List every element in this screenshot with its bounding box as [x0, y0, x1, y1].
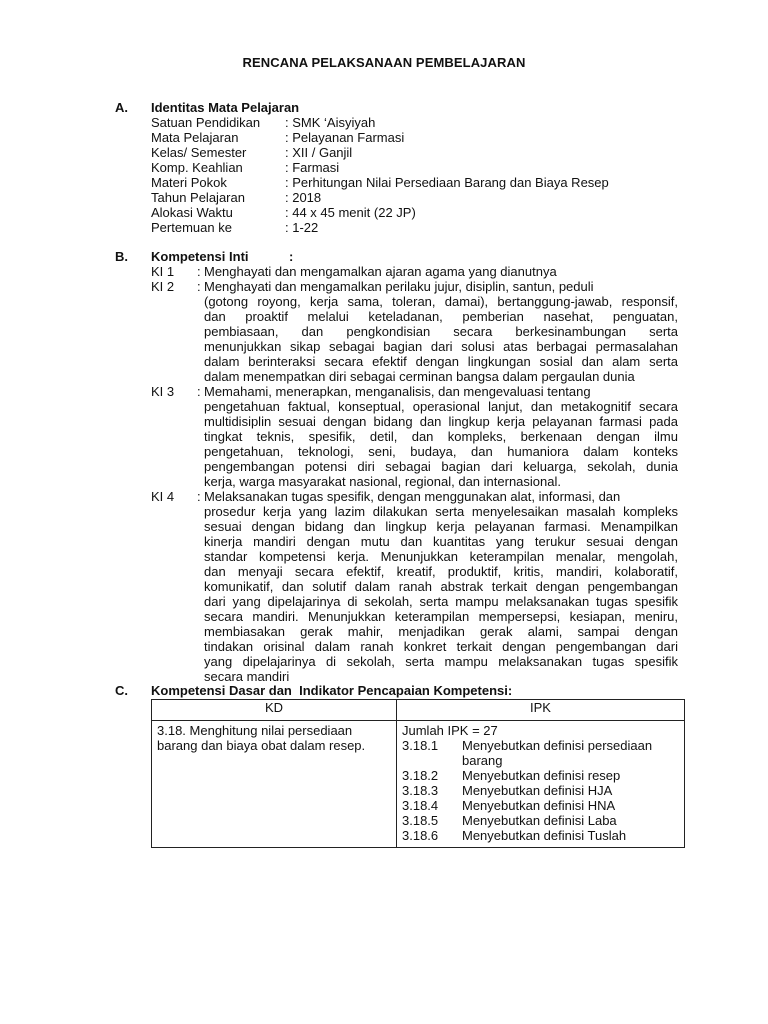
ki-line: menunjukkan sikap sebagai bagian dari solusi atas berbagai permasalahan [204, 339, 678, 354]
section-b-colon: : [289, 249, 294, 264]
identity-label: Alokasi Waktu [151, 205, 233, 220]
identity-label: Tahun Pelajaran [151, 190, 245, 205]
ipk-number: 3.18.6 [402, 828, 439, 843]
kd-ipk-table [151, 699, 685, 848]
identity-value: : 44 x 45 menit (22 JP) [285, 205, 416, 220]
ki-1-code: KI 1 [151, 264, 175, 279]
ki-line: Menghayati dan mengamalkan ajaran agama yang dianutnya [204, 264, 557, 279]
table-row [152, 721, 685, 848]
identity-value: : SMK ‘Aisyiyah [285, 115, 376, 130]
ipk-item [402, 798, 679, 813]
ipk-cell [397, 721, 685, 848]
ki-line: standar kompetensi kerja. Menunjukkan keterampilan menalar, mengolah, [204, 549, 678, 564]
ki-line: sesuai dengan bidang dan lingkup kerja pelayanan farmasi. Menampilkan [204, 519, 678, 534]
ki-line: secara mandiri. Menunjukkan keterampilan mempersepsi, kesiapan, meniru, [204, 609, 678, 624]
ipk-text: Menyebutkan definisi resep [462, 768, 621, 783]
ki-3-text [204, 384, 678, 489]
ki-line: dari yang dipelajarinya di sekolah, serta mampu melaksanakan tugas spesifik [204, 594, 678, 609]
ki-line: dan proaktif melalui keteladanan, pemberian nasehat, penguatan, [204, 309, 678, 324]
ipk-text: Menyebutkan definisi HJA [462, 783, 613, 798]
section-b-title: Kompetensi Inti [151, 249, 249, 264]
ipk-item [402, 738, 679, 768]
identity-value: : 1-22 [285, 220, 319, 235]
ki-line: pengembangan potensi diri sebagai bagian dari keluarga, sekolah, dunia [204, 459, 678, 474]
ki-line: prosedur kerja yang lazim dilakukan serta menyelesaikan masalah kompleks [204, 504, 678, 519]
ki-2-text [204, 279, 678, 384]
ipk-text-line: Menyebutkan definisi persediaan [462, 738, 653, 753]
ki-line: komunikatif, dan solutif dalam ranah abstrak terkait dengan pengembangan [204, 579, 678, 594]
kd-cell [152, 721, 397, 848]
ki-line: dalam berinteraksi secara efektif dengan lingkungan sosial dan alam serta [204, 354, 678, 369]
ki-4-text [204, 489, 678, 684]
ki-2-colon: : [197, 279, 201, 294]
section-a-title: Identitas Mata Pelajaran [151, 100, 300, 115]
section-c-letter: C. [115, 683, 128, 698]
ipk-number: 3.18.4 [402, 798, 439, 813]
ipk-header: IPK [397, 700, 685, 721]
table-header-row [152, 700, 685, 721]
identity-label: Pertemuan ke [151, 220, 232, 235]
ipk-total: Jumlah IPK = 27 [402, 723, 498, 738]
document-title: RENCANA PELAKSANAAN PEMBELAJARAN [242, 55, 526, 70]
ki-line: dalam menempatkan diri sebagai cerminan bangsa dalam pergaulan dunia [204, 369, 635, 384]
ki-1-colon: : [197, 264, 201, 279]
ipk-item [402, 783, 679, 798]
ki-line: kerja, warga masyarakat nasional, regional, dan internasional. [204, 474, 561, 489]
ipk-number: 3.18.5 [402, 813, 439, 828]
identity-value: : 2018 [285, 190, 322, 205]
ki-line: pengetahuan, teknologi, seni, budaya, dan humaniora dalam konteks [204, 444, 678, 459]
ki-line: tingkat teknis, spesifik, detil, dan kompleks, berkenaan dengan ilmu [204, 429, 678, 444]
ipk-item [402, 768, 679, 783]
ki-line: dan menyaji secara efektif, kreatif, produktif, kritis, mandiri, kolaboratif, [204, 564, 678, 579]
ki-2-code: KI 2 [151, 279, 175, 294]
section-a-letter: A. [115, 100, 128, 115]
ki-line: Memahami, menerapkan, menganalisis, dan mengevaluasi tentang [204, 384, 591, 399]
identity-value: : Pelayanan Farmasi [285, 130, 405, 145]
identity-label: Mata Pelajaran [151, 130, 239, 145]
ki-line: pengetahuan faktual, konseptual, operasional lanjut, dan metakognitif secara [204, 399, 678, 414]
ki-3-colon: : [197, 384, 201, 399]
ki-line: kinerja mandiri dengan mutu dan kuantitas yang terukur sesuai dengan [204, 534, 678, 549]
ki-4-code: KI 4 [151, 489, 175, 504]
ki-3-code: KI 3 [151, 384, 175, 399]
ipk-item [402, 813, 679, 828]
identity-value: : Perhitungan Nilai Persediaan Barang dan Biaya Resep [285, 175, 609, 190]
ki-line: Menghayati dan mengamalkan perilaku jujur, disiplin, santun, peduli [204, 279, 594, 294]
ipk-number: 3.18.1 [402, 738, 439, 753]
ipk-text: Menyebutkan definisi HNA [462, 798, 616, 813]
section-c-title: Kompetensi Dasar dan Indikator Pencapaian Kompetensi: [151, 683, 513, 698]
ipk-text: Menyebutkan definisi Laba [462, 813, 617, 828]
ki-line: (gotong royong, kerja sama, toleran, damai), bertanggung-jawab, responsif, [204, 294, 678, 309]
identity-value: : XII / Ganjil [285, 145, 353, 160]
ipk-item [402, 828, 679, 843]
ipk-number: 3.18.3 [402, 783, 439, 798]
identity-value: : Farmasi [285, 160, 340, 175]
kd-header: KD [152, 700, 397, 721]
ki-line: Melaksanakan tugas spesifik, dengan menggunakan alat, informasi, dan [204, 489, 621, 504]
ipk-text-line: barang [462, 753, 503, 768]
kd-line: barang dan biaya obat dalam resep. [157, 738, 366, 753]
identity-label: Materi Pokok [151, 175, 227, 190]
section-b-letter: B. [115, 249, 128, 264]
ki-line: pembiasaan, dan pengkondisian secara berkesinambungan serta [204, 324, 678, 339]
ki-line: tindakan orisinal dalam ranah konkret terkait dengan pengembangan dari [204, 639, 678, 654]
ki-line: yang dipelajarinya di sekolah, serta mampu melaksanakan tugas spesifik [204, 654, 678, 669]
ki-4-colon: : [197, 489, 201, 504]
ipk-text: Menyebutkan definisi Tuslah [462, 828, 627, 843]
ki-line: multidisiplin sesuai dengan bidang dan lingkup kerja pelayanan farmasi pada [204, 414, 678, 429]
identity-label: Satuan Pendidikan [151, 115, 261, 130]
ki-line: secara mandiri [204, 669, 290, 684]
identity-label: Kelas/ Semester [151, 145, 247, 160]
ki-line: membiasakan gerak mahir, menjadikan gerak alami, sampai dengan [204, 624, 678, 639]
ipk-number: 3.18.2 [402, 768, 439, 783]
ipk-text [462, 738, 679, 768]
identity-label: Komp. Keahlian [151, 160, 243, 175]
kd-line: 3.18. Menghitung nilai persediaan [157, 723, 353, 738]
ki-1-text [204, 264, 678, 279]
